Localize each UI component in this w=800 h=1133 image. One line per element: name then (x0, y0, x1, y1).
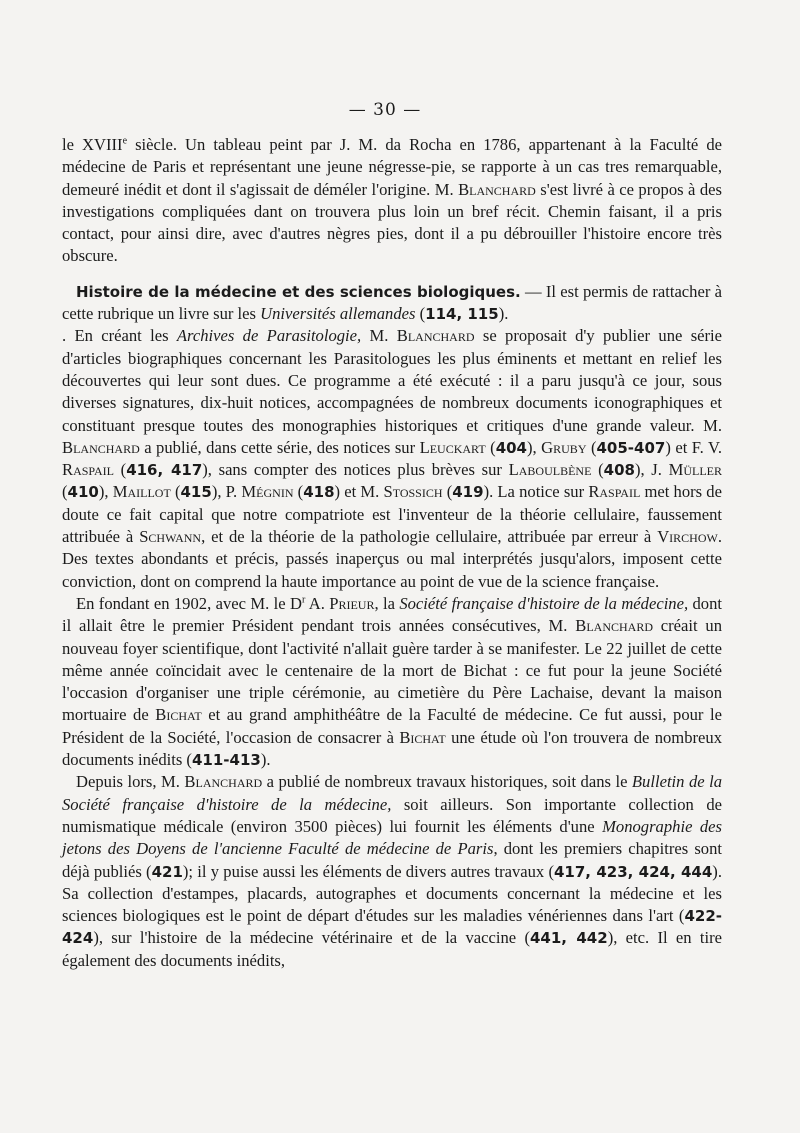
reference-number: 416, 417 (126, 461, 203, 480)
reference-number: 441, 442 (529, 929, 608, 948)
author-name: Blanchard (458, 179, 536, 199)
reference-number: 418 (303, 483, 335, 502)
paragraph-1: le XVIIIe siècle. Un tableau peint par J. M. da Rocha en 1786, appartenant à la Faculté de médecine de Paris et représentant une jeune négresse-pie, se rapporte à un cas tres remarquable, demeuré inédit et dont il s'agissait de déméler l'origine. M. Blanchard s'est livré à ce propos à des investigations compliquées dant on trouvera plus loin un bref récit. Chemin faisant, il a pris contact, pour ainsi dire, avec d'autres nègres pies, dont il a pu débrouiller l'histoire encore très obscure. (62, 135, 723, 266)
reference-number: 421 (151, 862, 183, 881)
paragraph-5: Depuis lors, M. Blanchard a publié de nombreux travaux historiques, soit dans le Bulletin de la Société française d'histoire de la médecine, soit ailleurs. Son importante collection de numismatique médicale (environ 3500 pièces) lui fournit les éléments d'une Monographie des jetons des Doyens de l'ancienne Faculté de médecine de Paris, dont les premiers chapitres sont déjà publiés (421); il y puise aussi les éléments de divers autres travaux (417, 423, 424, 444). Sa collection d'estampes, placards, autographes et documents concernant la médecine et les sciences biologiques est le point de départ d'études sur les maladies vénériennes dans l'art (422-424), sur l'histoire de la médecine vétérinaire et de la vaccine (441, 442), etc. Il en tire également des documents inédits, (62, 772, 723, 970)
reference-number: 422-424 (62, 907, 722, 948)
reference-number: 419 (452, 483, 484, 502)
reference-number: 114, 115 (425, 305, 499, 324)
reference-number: 415 (180, 483, 212, 502)
reference-number: 417, 423, 424, 444 (554, 862, 713, 881)
reference-number: 410 (67, 483, 99, 502)
paragraph-3: . En créant les Archives de Parasitologie, M. Blanchard se proposait d'y publier une série d'articles biographiques concernant les Parasitologues les plus éminents et mettant en relief les découvertes qui leur sont dues. Ce programme a été exécuté : il a paru jusqu'à ce jour, sous diverses signatures, dix-huit notices, accompagnées de nombreux documents iconographiques et constituant presque toutes des monographies historiques et critiques d'une grande valeur. M. Blanchard a publié, dans cette série, des notices sur Leuckart (404), Gruby (405-407) et F. V. Raspail (416, 417), sans compter des notices plus brèves sur Laboulbène (408), J. Müller (410), Maillot (415), P. Mégnin (418) et M. Stossich (419). La notice sur Raspail met hors de doute ce fait capital que notre compatriote est l'inventeur de la théorie cellulaire, faussement attribuée à Schwann, et de la théorie de la pathologie cellulaire, attribuée par erreur à Virchow. Des textes abondants et précis, passés inaperçus ou mal interprétés jusqu'alors, imposent cette conviction, dont on comprend la haute importance au point de vue de la science française. (62, 326, 723, 591)
reference-number: 408 (603, 461, 635, 480)
section-heading: Histoire de la médecine et des sciences biologiques. (76, 282, 521, 301)
reference-number: 404 (495, 438, 527, 457)
paragraph-2: Histoire de la médecine et des sciences biologiques. — Il est permis de rattacher à cette rubrique un livre sur les Universités allemandes (114, 115). (62, 281, 722, 324)
paragraph-4: En fondant en 1902, avec M. le $D^r$ A. Prieur, la Société française d'histoire de la médecine, dont il allait être le premier Président pendant trois années consécutives, M. Blanchard créait un nouveau foyer scientifique, dont l'activité n'allait guère tarder à se manifester. Le 22 juillet de cette même année coïncidait avec le centenaire de la mort de Bichat : ce fut pour la jeune Société l'occasion d'organiser une triple cérémonie, au cimetière du Père Lachaise, devant la maison mortuaire de Bichat et au grand amphithéâtre de la Faculté de médecine. Ce fut aussi, pour le Président de la Société, l'occasion de consacrer à Bichat une étude où l'on trouvera de nombreux documents inédits (411-413). (62, 593, 723, 770)
page-number: — 30 — (348, 100, 422, 120)
reference-number: 411-413 (191, 751, 261, 770)
reference-number: 405-407 (596, 438, 666, 457)
body-text (62, 134, 722, 972)
